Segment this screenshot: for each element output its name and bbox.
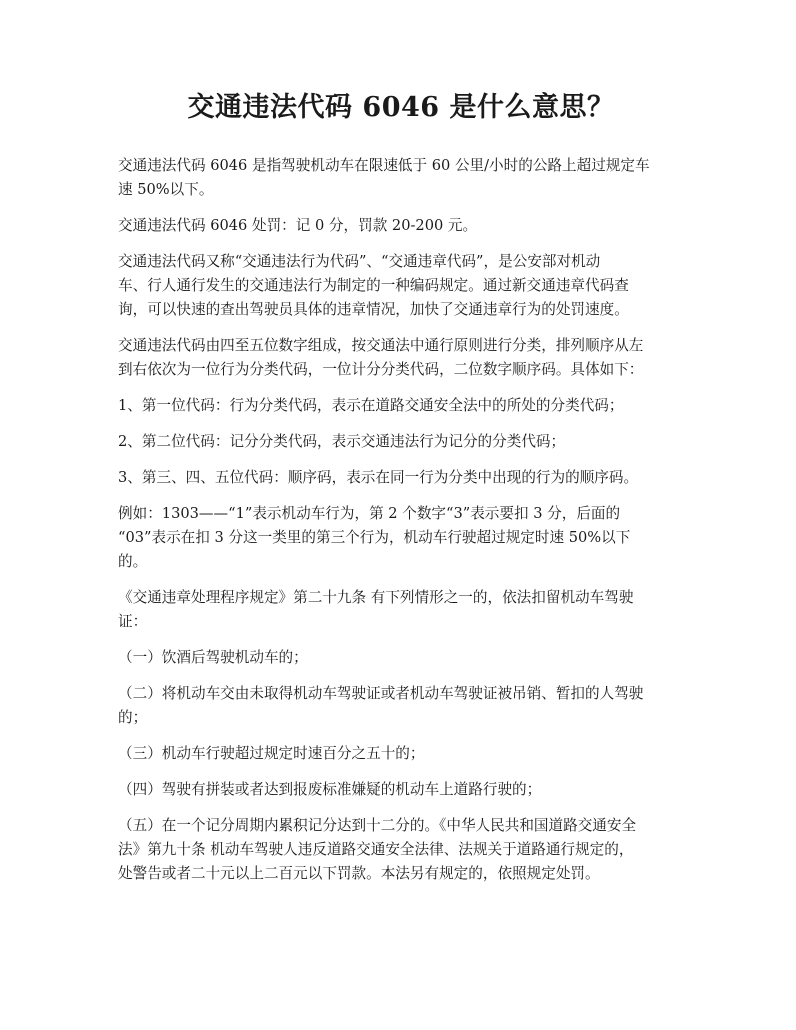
paragraph-sequence-digits: 3、第三、四、五位代码：顺序码，表示在同一行为分类中出现的行为的顺序码。 xyxy=(118,469,639,486)
list-item-5: （五）在一个记分周期内累积记分达到十二分的。《中华人民共和国道路交通安全 法》第九十条 机动车驾驶人违反道路交通安全法律、法规关于道路通行规定的， 处警告或者二十元以上二百元以下罚款。本法另有规定的，依照规定处罚。 xyxy=(118,817,637,882)
list-item-1: （一）饮酒后驾驶机动车的； xyxy=(118,649,308,666)
paragraph-first-digit: 1、第一位代码：行为分类代码，表示在道路交通安全法中的所处的分类代码； xyxy=(118,397,624,414)
document-body xyxy=(118,154,684,886)
paragraph-code-structure: 交通违法代码由四至五位数字组成，按交通法中通行原则进行分类，排列顺序从左 到右依次为一位行为分类代码，一位计分分类代码，二位数字顺序码。具体如下： xyxy=(118,337,644,378)
paragraph-definition: 交通违法代码 6046 是指驾驶机动车在限速低于 60 公里/小时的公路上超过规定车 速 50%以下。 xyxy=(118,157,650,198)
paragraph-regulation: 《交通违章处理程序规定》第二十九条 有下列情形之一的，依法扣留机动车驾驶 证： xyxy=(118,589,634,630)
paragraph-example: 例如：1303——“1”表示机动车行为，第 2 个数字“3”表示要扣 3 分，后面的 “03”表示在扣 3 分这一类里的第三个行为，机动车行驶超过规定时速 50%以下 的。 xyxy=(118,505,631,570)
document-page xyxy=(118,88,684,898)
list-item-3: （三）机动车行驶超过规定时速百分之五十的； xyxy=(118,745,425,762)
list-item-2: （二）将机动车交由未取得机动车驾驶证或者机动车驾驶证被吊销、暂扣的人驾驶 的； xyxy=(118,685,644,726)
paragraph-code-explanation: 交通违法代码又称“交通违法行为代码”、“交通违章代码”，是公安部对机动 车、行人通行发生的交通违法行为制定的一种编码规定。通过新交通违章代码查 询，可以快速的查出驾驶员具体的违章情况，加快了交通违章行为的处罚速度。 xyxy=(118,253,629,318)
document-title: 交通违法代码 6046 是什么意思？ xyxy=(187,92,615,123)
paragraph-second-digit: 2、第二位代码：记分分类代码，表示交通违法行为记分的分类代码； xyxy=(118,433,566,450)
paragraph-penalty: 交通违法代码 6046 处罚：记 0 分，罚款 20-200 元。 xyxy=(118,217,478,234)
list-item-4: （四）驾驶有拼装或者达到报废标准嫌疑的机动车上道路行驶的； xyxy=(118,781,542,798)
